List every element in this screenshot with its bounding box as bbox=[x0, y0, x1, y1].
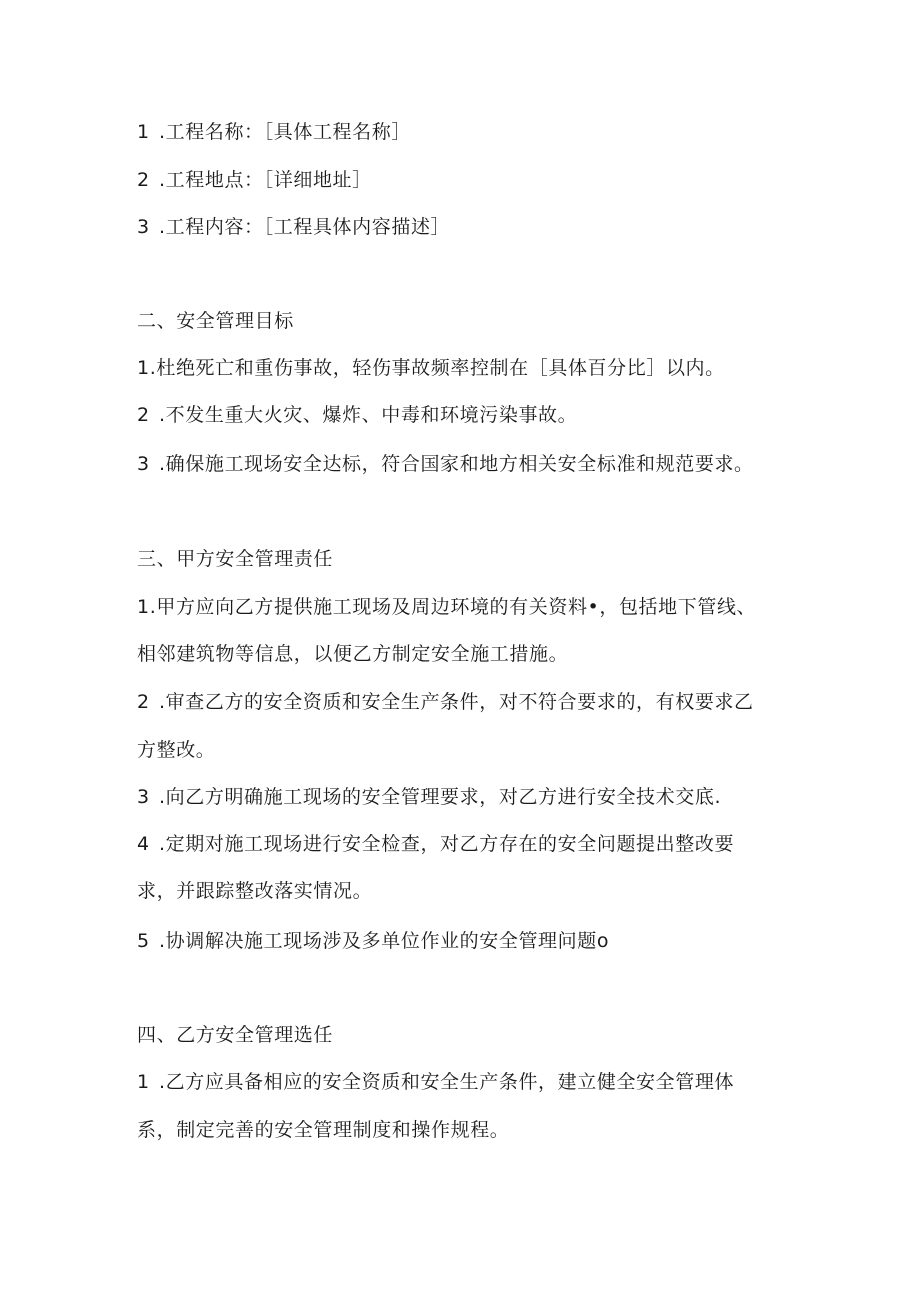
section-heading-party-a: 三、甲方安全管理责任 bbox=[137, 548, 334, 570]
party-a-item-1-continued: 相邻建筑物等信息，以便乙方制定安全施工措施。 bbox=[137, 643, 569, 665]
item-text: .工程内容：［工程具体内容描述］ bbox=[159, 216, 451, 238]
item-number: 3 bbox=[137, 786, 150, 808]
item-text: .工程地点：［详细地址］ bbox=[159, 169, 372, 191]
item-text: .确保施工现场安全达标，符合国家和地方相关安全标准和规范要求。 bbox=[159, 453, 754, 475]
item-number: 2 bbox=[137, 169, 150, 191]
item-number: 1 bbox=[137, 121, 150, 143]
item-number: 5 bbox=[137, 930, 150, 952]
item-text: .审查乙方的安全资质和安全生产条件，对不符合要求的，有权要求乙 bbox=[159, 691, 754, 713]
item-text: .乙方应具备相应的安全资质和安全生产条件，建立健全安全管理体 bbox=[159, 1071, 735, 1093]
item-text: .不发生重大火灾、爆炸、中毒和环境污染事故。 bbox=[159, 404, 578, 426]
goals-item-3 bbox=[137, 451, 754, 477]
party-b-item-1 bbox=[137, 1069, 734, 1095]
party-a-item-3 bbox=[137, 784, 721, 810]
goals-item-1 bbox=[137, 355, 725, 381]
party-a-item-2 bbox=[137, 689, 754, 715]
project-info-item-1 bbox=[137, 119, 411, 145]
item-number: 1 bbox=[137, 596, 150, 618]
item-number: 4 bbox=[137, 833, 150, 855]
party-a-item-4-continued: 求，并跟踪整改落实情况。 bbox=[137, 880, 373, 902]
item-text: .协调解决施工现场涉及多单位作业的安全管理问题o bbox=[159, 930, 610, 952]
party-b-item-1-continued: 系，制定完善的安全管理制度和操作规程。 bbox=[137, 1119, 510, 1141]
party-a-item-1 bbox=[137, 594, 756, 620]
item-number: 3 bbox=[137, 453, 150, 475]
project-info-item-2 bbox=[137, 167, 372, 193]
item-number: 3 bbox=[137, 216, 150, 238]
item-number: 2 bbox=[137, 691, 150, 713]
item-text: .定期对施工现场进行安全检查，对乙方存在的安全问题提出整改要 bbox=[159, 833, 735, 855]
project-info-item-3 bbox=[137, 214, 450, 240]
item-text: .杜绝死亡和重伤事故，轻伤事故频率控制在［具体百分比］以内。 bbox=[149, 357, 725, 379]
item-number: 1 bbox=[137, 1071, 150, 1093]
party-a-item-2-continued: 方整改。 bbox=[137, 739, 216, 761]
item-text: .向乙方明确施工现场的安全管理要求，对乙方进行安全技术交底. bbox=[159, 786, 722, 808]
item-number: 1 bbox=[137, 357, 150, 379]
item-text: .工程名称：［具体工程名称］ bbox=[159, 121, 411, 143]
section-heading-party-b: 四、乙方安全管理选任 bbox=[137, 1024, 334, 1046]
section-heading-goals: 二、安全管理目标 bbox=[137, 310, 294, 332]
item-text: .甲方应向乙方提供施工现场及周边环境的有关资料•，包括地下管线、 bbox=[149, 596, 757, 618]
party-a-item-5 bbox=[137, 928, 609, 954]
party-a-item-4 bbox=[137, 831, 734, 857]
item-number: 2 bbox=[137, 404, 150, 426]
goals-item-2 bbox=[137, 402, 577, 428]
